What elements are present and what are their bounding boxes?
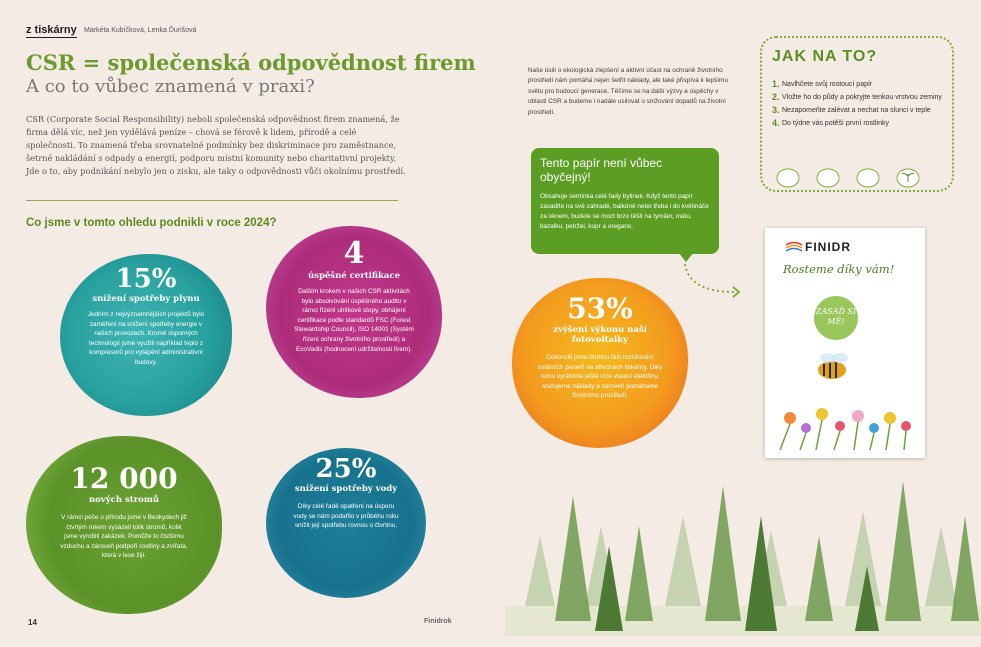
stat-text: Dalším krokem v našich CSR aktivitách bylo absolvování úspěšného auditu v rámci řízení uhlíkové stopy, obhájení certifikace podle standardů FSC (Forest Stewardship Council), ISO 14001 (Systém řízení ochrany životního prostředí) a EcoVadis (hodnocení udržitelnosti firem). — [294, 288, 414, 353]
stat-value: 53% — [567, 292, 633, 325]
bubble-title: Tento papír není vůbec obyčejný! — [540, 156, 663, 184]
stat-label: nových stromů — [88, 495, 160, 505]
stat-label: úspěšné certifikace — [307, 271, 401, 281]
howto-step: 4. Do týdne vás potěší první rostlinky — [772, 118, 889, 128]
stat-label: zvýšení výkonu naší fotovoltaiky — [553, 325, 647, 345]
product-brand: FINIDR — [805, 240, 851, 254]
right-paragraph: Naše úsilí o ekologická zlepšení a aktivní účast na ochraně životního prostředí nám pomáhá nejen šetřit náklady, ale také přispívá k lepšímu světu pro budoucí generace. Těšíme se na další výzvy a úspěchy v oblasti CSR a budeme i nadále usilovat o snižování dopadů na životní prostředí. — [528, 67, 728, 116]
divider — [26, 200, 398, 201]
page-subtitle: A co to vůbec znamená v praxi? — [26, 76, 315, 97]
finidr-logo-icon — [785, 241, 803, 253]
bubble-tail — [678, 252, 694, 262]
intro-paragraph: CSR (Corporate Social Responsibility) neboli společenská odpovědnost firem znamená, že firma dělá víc, než jen vydělává peníze – chová se férově k lidem, přírodě a celé společnosti. To znamená třeba srovnatelné podmínky bez diskriminace pro zaměstnance, šetrné nakládání s odpady a energií, podporu místní komunity nebo charitativní projekty. Jde o to, aby podnikání nebylo jen o zisku, ale taky o odpovědnosti vůči okolnímu prostředí. — [26, 114, 406, 176]
stat-text: V rámci péče o přírodu jsme v Beskydech již čtvrtým rokem vysázeli tolik stromů, kolik jsme vyrobili zakázek. Pomůže to čistšímu vzduchu a zároveň podpoří rostliny a zvířata, která v lese žijí. — [60, 514, 188, 560]
stat-value: 4 — [343, 236, 365, 271]
stat-text: Jedním z nejvýznamnějších projektů bylo zaměření na snížení spotřeby energie v našich provozech. Kromě úsporných technologií jsme využili například teplo z kompresorů pro vytápění administrativní budovy. — [87, 311, 205, 366]
howto-title: JAK NA TO? — [772, 48, 878, 65]
stat-label: snížení spotřeby plynu — [92, 294, 200, 304]
footer-brand: Finidrok — [424, 618, 452, 625]
stat-value: 25% — [315, 454, 377, 484]
product-stamp: ZASAĎ SI MĚ! — [814, 296, 858, 340]
howto-list — [772, 80, 942, 132]
howto-illustrations — [776, 166, 940, 190]
howto-step: 3. Nezapomeňte zalévat a nechat na slunci v teple — [772, 105, 931, 115]
soil-icon — [817, 169, 839, 187]
stat-trees-blob — [26, 436, 222, 614]
stat-value: 12 000 — [70, 462, 178, 495]
flowers-illustration — [770, 348, 920, 452]
stat-certs-blob — [266, 226, 442, 398]
product-tagline: Rosteme díky vám! — [783, 262, 895, 276]
page-number: 14 — [28, 618, 37, 627]
water-drop-icon — [777, 169, 799, 187]
bubble-text: Obsahuje semínka celé řady bylinek. Když tento papír zasadíte na své zahradě, balkóně nebo třeba i do květináče za oknem, budete se moct brzo těšit na tymián, mátu, bazalku, petržel, kopr a oregano. — [540, 193, 709, 230]
bee-icon — [818, 361, 846, 379]
stat-water-blob — [266, 448, 426, 598]
stat-text: Díky celé řadě opatření na úsporu vody se nám podařilo v průběhu roku snížit její spotřebu rovnou o čtvrtinu. — [293, 503, 399, 530]
howto-step: 1. Navlhčete svůj rostoucí papír — [772, 79, 873, 89]
forest-illustration — [505, 456, 981, 636]
sun-icon — [857, 169, 879, 187]
page-title: CSR = společenská odpovědnost firem — [26, 50, 476, 75]
stat-label: snížení spotřeby vody — [294, 484, 398, 494]
dotted-arrow — [683, 262, 743, 302]
stat-text: Dokončili jsme druhou fázi rozšiřování solárních panelů na střechách tiskárny. Díky tomu vyrábíme ještě více vlastní elektřiny, snižujeme náklady a zároveň pomáhame životnímu prostředí. — [537, 354, 663, 400]
section-label: z tiskárny — [26, 24, 77, 36]
question-heading: Co jsme v tomto ohledu podnikli v roce 2024? — [26, 217, 277, 229]
authors: Markéta Kubíčková, Lenka Ďurišová — [84, 27, 197, 34]
howto-step: 2. Vložte ho do půdy a pokryjte tenkou vrstvou zeminy — [772, 92, 942, 102]
stat-solar-blob — [512, 278, 688, 448]
stat-value: 15% — [115, 264, 177, 294]
stat-gas-blob — [60, 254, 232, 416]
